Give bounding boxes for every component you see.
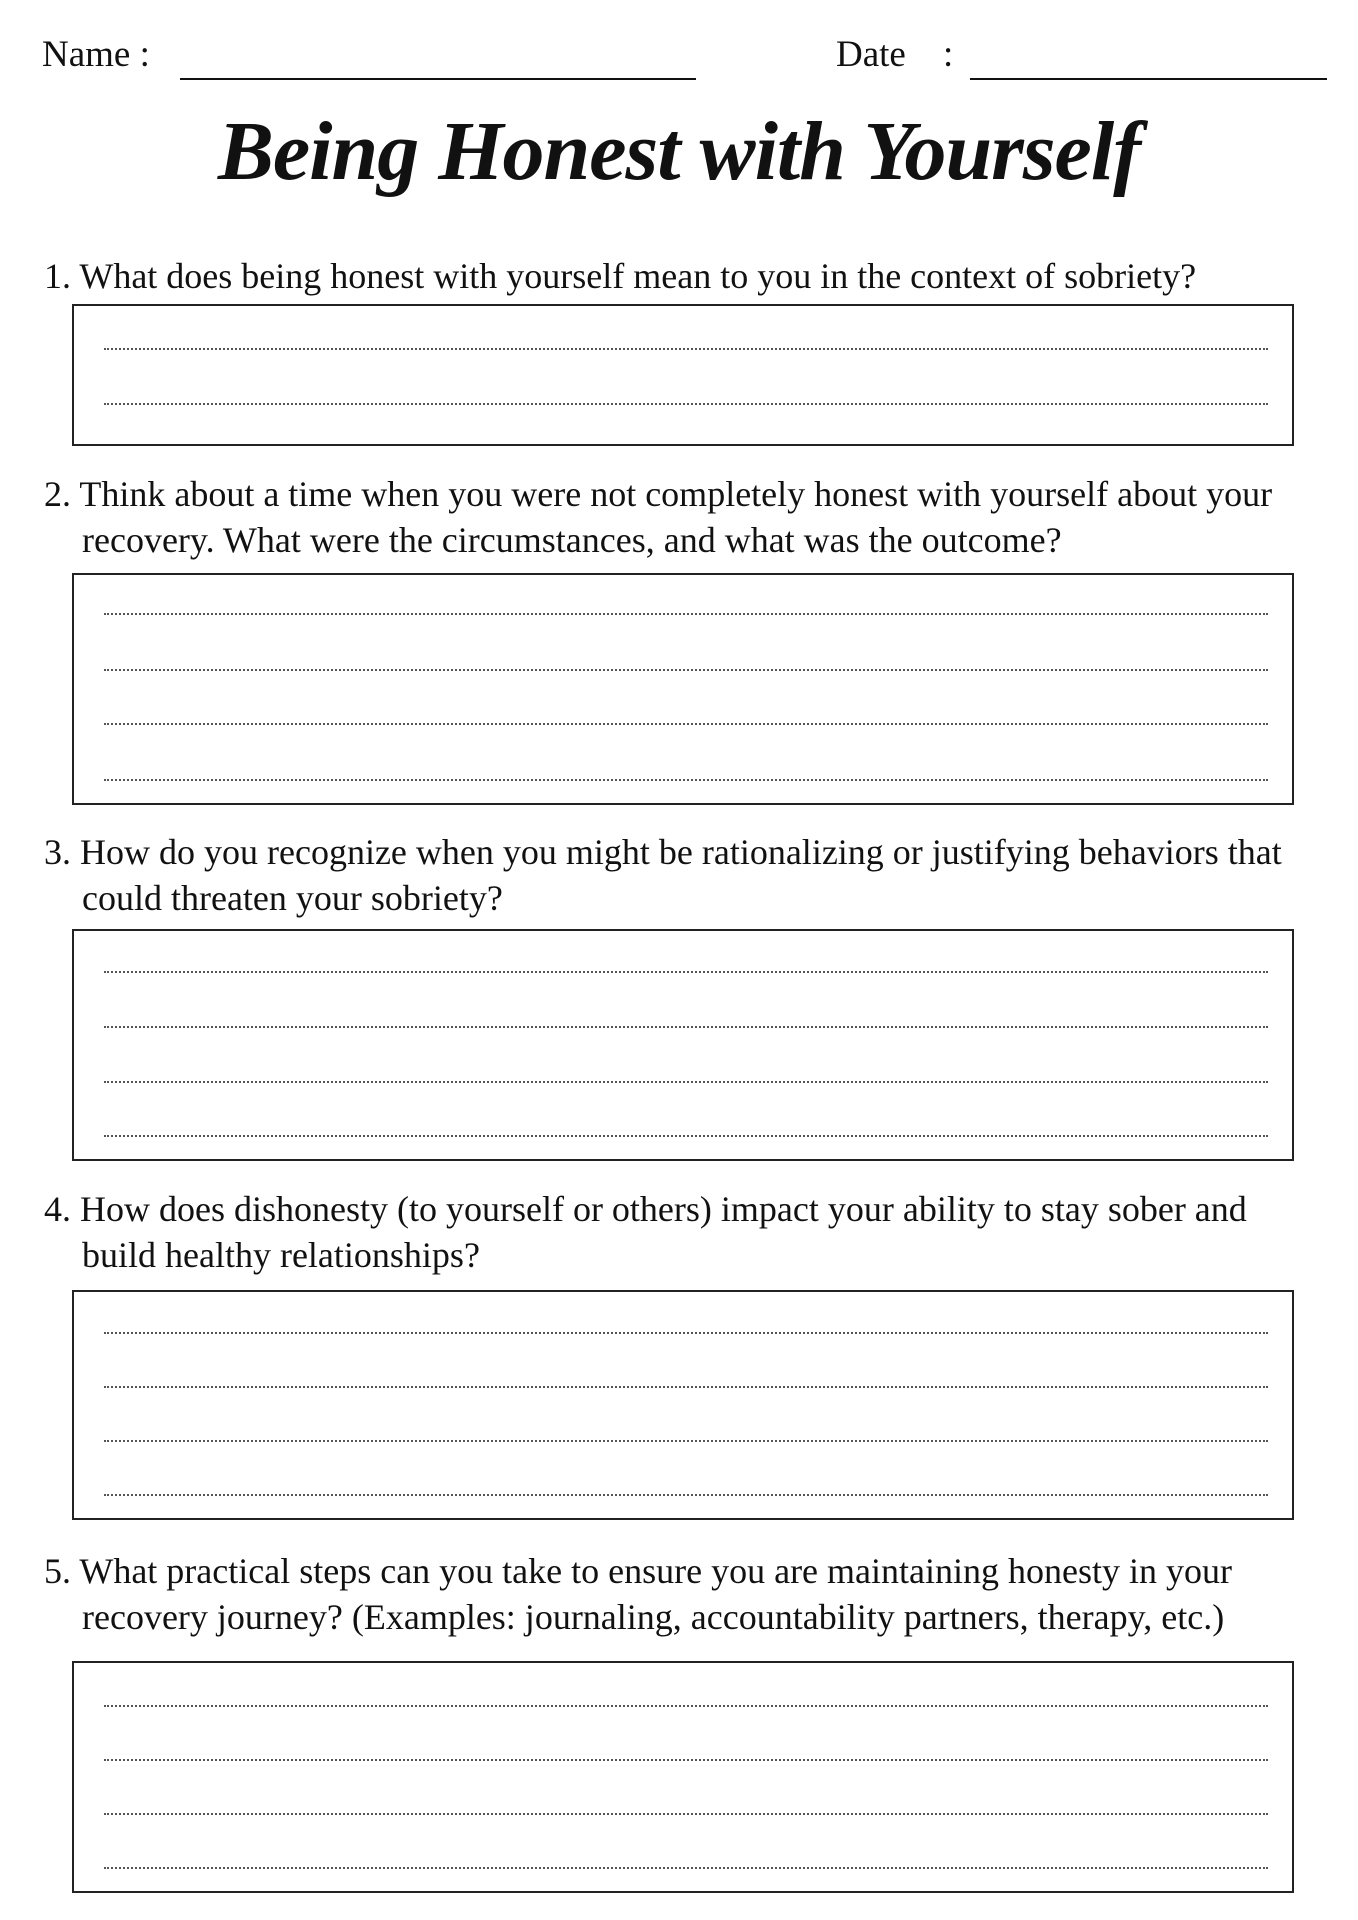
- date-colon: :: [943, 34, 954, 75]
- answer-line: [104, 1705, 1268, 1707]
- question-2-line-2: recovery. What were the circumstances, and what was the outcome?: [82, 520, 1062, 560]
- question-4-line-2: build healthy relationships?: [82, 1235, 480, 1275]
- question-1: [44, 253, 1324, 299]
- answer-line: [104, 669, 1268, 671]
- answer-line: [104, 1026, 1268, 1028]
- answer-box-5[interactable]: [72, 1661, 1294, 1893]
- question-3: [44, 829, 1324, 921]
- answer-box-4[interactable]: [72, 1290, 1294, 1520]
- answer-line: [104, 1386, 1268, 1388]
- answer-line: [104, 1494, 1268, 1496]
- answer-line: [104, 971, 1268, 973]
- question-1-text: 1. What does being honest with yourself mean to you in the context of sobriety?: [44, 256, 1197, 296]
- question-5-line-2: recovery journey? (Examples: journaling, accountability partners, therapy, etc.): [82, 1597, 1225, 1637]
- question-2: [44, 471, 1324, 563]
- name-field[interactable]: [180, 78, 696, 80]
- answer-line: [104, 403, 1268, 405]
- answer-line: [104, 1759, 1268, 1761]
- answer-line: [104, 779, 1268, 781]
- question-3-line-1: 3. How do you recognize when you might be rationalizing or justifying behaviors that: [44, 832, 1282, 872]
- answer-line: [104, 723, 1268, 725]
- question-4: [44, 1186, 1324, 1278]
- answer-line: [104, 1081, 1268, 1083]
- question-2-line-1: 2. Think about a time when you were not completely honest with yourself about your: [44, 474, 1273, 514]
- page-title: Being Honest with Yourself: [217, 105, 1141, 198]
- answer-box-3[interactable]: [72, 929, 1294, 1161]
- answer-box-1[interactable]: [72, 304, 1294, 446]
- answer-line: [104, 1813, 1268, 1815]
- name-label: Name :: [42, 34, 150, 75]
- question-5: [44, 1548, 1324, 1640]
- answer-line: [104, 1332, 1268, 1334]
- answer-line: [104, 1440, 1268, 1442]
- date-label: Date: [836, 34, 906, 75]
- answer-box-2[interactable]: [72, 573, 1294, 805]
- answer-line: [104, 348, 1268, 350]
- question-5-line-1: 5. What practical steps can you take to ensure you are maintaining honesty in your: [44, 1551, 1232, 1591]
- date-field[interactable]: [970, 78, 1327, 80]
- answer-line: [104, 1867, 1268, 1869]
- answer-line: [104, 613, 1268, 615]
- answer-line: [104, 1135, 1268, 1137]
- question-3-line-2: could threaten your sobriety?: [82, 878, 503, 918]
- question-4-line-1: 4. How does dishonesty (to yourself or others) impact your ability to stay sober and: [44, 1189, 1247, 1229]
